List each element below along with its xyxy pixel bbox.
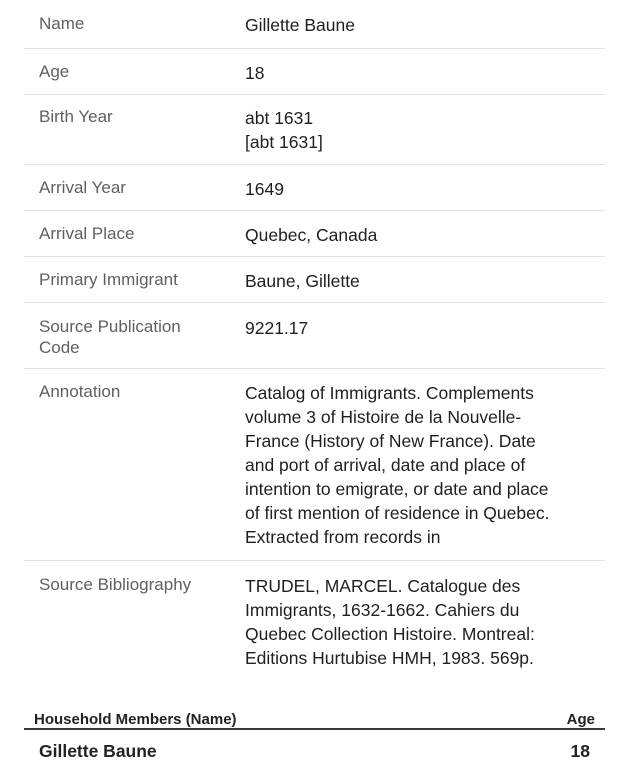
annotation-line: of first mention of residence in Quebec.: [245, 503, 550, 523]
detail-row-primary-immigrant: [24, 257, 605, 303]
detail-value: Gillette Baune: [245, 15, 355, 35]
label-line: Code: [39, 338, 80, 357]
bibliography-line: TRUDEL, MARCEL. Catalogue des: [245, 576, 521, 596]
detail-label: [24, 316, 245, 368]
annotation-line: Extracted from records in: [245, 527, 441, 547]
household-header-age: Age: [566, 711, 595, 728]
detail-row-source-publication-code: [24, 303, 605, 369]
detail-value: [245, 381, 605, 560]
household-header: [24, 706, 605, 730]
annotation-line: Catalog of Immigrants. Complements: [245, 383, 534, 403]
detail-label: Arrival Place: [39, 224, 135, 243]
household-member-row: [24, 730, 605, 772]
detail-label: Arrival Year: [39, 178, 126, 197]
detail-label: Birth Year: [39, 107, 113, 126]
detail-row-source-bibliography: [24, 561, 605, 681]
household-header-name: Household Members (Name): [34, 711, 237, 728]
household-members-table: [24, 706, 605, 772]
birth-year-line: [abt 1631]: [245, 132, 323, 152]
annotation-line: France (History of New France). Date: [245, 431, 536, 451]
detail-value: 1649: [245, 179, 284, 199]
detail-value: 9221.17: [245, 318, 309, 338]
detail-row-arrival-place: [24, 211, 605, 257]
bibliography-line: Editions Hurtubise HMH, 1983. 569p.: [245, 648, 534, 668]
bibliography-line: Quebec Collection Histoire. Montreal:: [245, 624, 535, 644]
detail-value: [245, 574, 605, 681]
label-line: Source Publication: [39, 317, 181, 336]
household-member-name[interactable]: Gillette Baune: [39, 740, 157, 761]
record-details-table: [24, 0, 605, 681]
bibliography-line: Immigrants, 1632-1662. Cahiers du: [245, 600, 520, 620]
detail-value: [245, 106, 605, 164]
detail-label: Annotation: [39, 382, 121, 401]
detail-value: Baune, Gillette: [245, 271, 360, 291]
detail-label: Name: [39, 14, 85, 33]
detail-row-birth-year: [24, 95, 605, 165]
annotation-line: intention to emigrate, or date and place: [245, 479, 549, 499]
birth-year-line: abt 1631: [245, 108, 314, 128]
detail-row-age: [24, 49, 605, 95]
detail-value: Quebec, Canada: [245, 225, 378, 245]
annotation-line: volume 3 of Histoire de la Nouvelle-: [245, 407, 522, 427]
detail-row-name: [24, 0, 605, 49]
detail-row-arrival-year: [24, 165, 605, 211]
annotation-line: and port of arrival, date and place of: [245, 455, 526, 475]
household-member-age: 18: [570, 740, 590, 761]
detail-label: Primary Immigrant: [39, 270, 178, 289]
detail-value: 18: [245, 63, 265, 83]
detail-row-annotation: [24, 369, 605, 561]
detail-label: Age: [39, 62, 70, 81]
detail-label: Source Bibliography: [39, 575, 192, 594]
